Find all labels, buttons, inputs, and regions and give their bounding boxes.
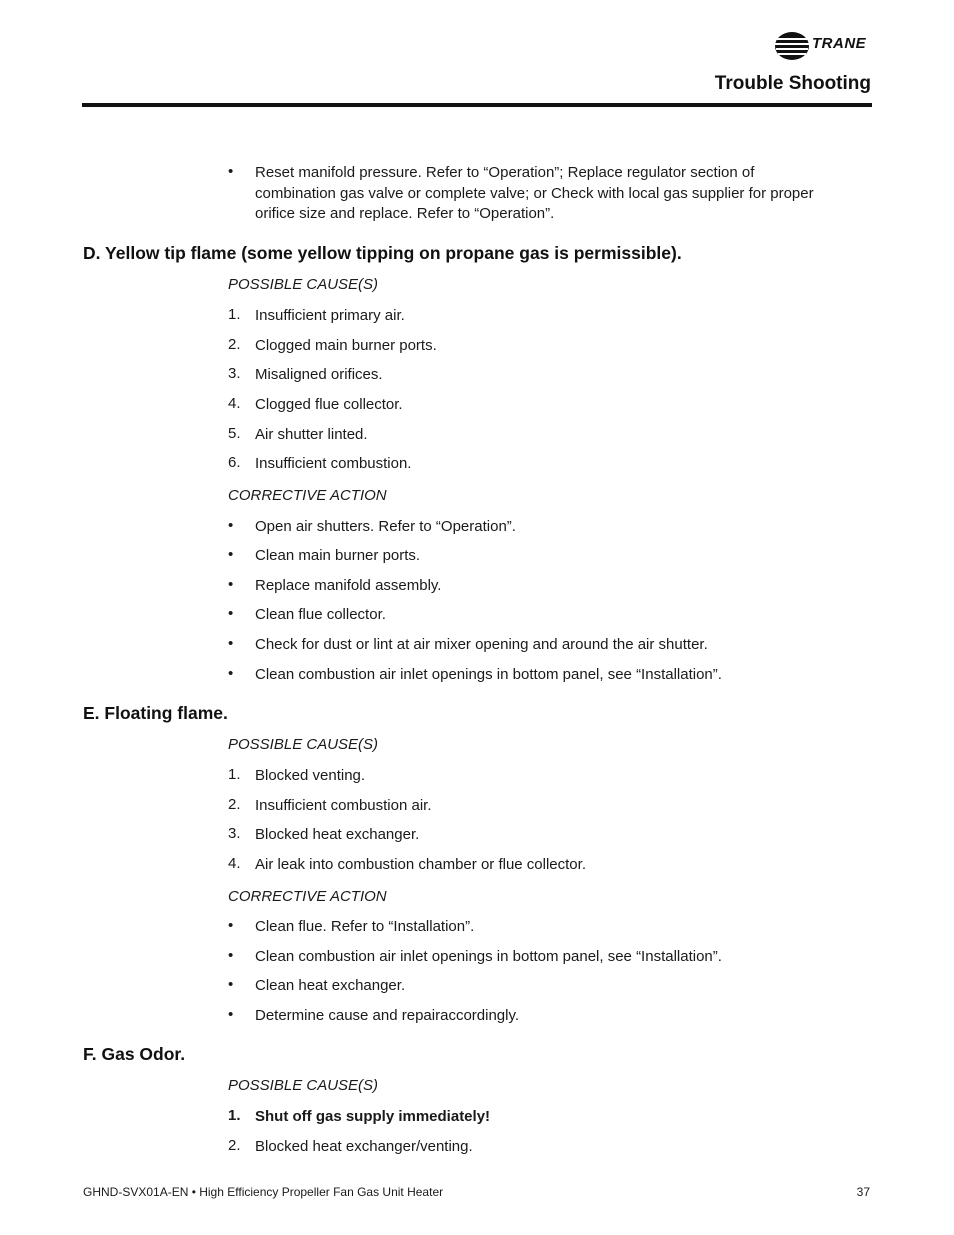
- header-divider: [82, 103, 872, 107]
- list-item: Replace manifold assembly.: [255, 577, 442, 594]
- corrective-action-label: CORRECTIVE ACTION: [228, 888, 387, 905]
- bullet-marker: •: [228, 576, 234, 593]
- list-number: 4.: [228, 395, 241, 412]
- list-item: Clean main burner ports.: [255, 547, 421, 564]
- list-item: Blocked heat exchanger.: [255, 826, 420, 843]
- list-number: 3.: [228, 825, 241, 842]
- list-item: Determine cause and repairaccordingly.: [255, 1007, 520, 1024]
- list-item: Clogged main burner ports.: [255, 337, 437, 354]
- bullet-marker: •: [228, 1006, 234, 1023]
- list-number: 1.: [228, 1107, 241, 1124]
- section-heading-e: E. Floating flame.: [83, 703, 228, 723]
- possible-causes-label: POSSIBLE CAUSE(S): [228, 736, 379, 753]
- bullet-marker: •: [228, 517, 234, 534]
- list-item: Misaligned orifices.: [255, 366, 383, 383]
- corrective-action-label: CORRECTIVE ACTION: [228, 487, 387, 504]
- list-item: Open air shutters. Refer to “Operation”.: [255, 518, 516, 535]
- list-item: Clogged flue collector.: [255, 396, 403, 413]
- brand-name: TRANE: [812, 35, 867, 52]
- list-item: Air shutter linted.: [255, 426, 368, 443]
- intro-bullet-text: Reset manifold pressure. Refer to “Operation”; Replace regulator section of combination gas valve or complete valve; or Check with local gas supplier for proper orifice size and replace. Refer to “Operation”.: [255, 164, 814, 222]
- bullet-marker: •: [228, 163, 234, 180]
- bullet-marker: •: [228, 976, 234, 993]
- list-item: Air leak into combustion chamber or flue collector.: [255, 856, 586, 873]
- bullet-marker: •: [228, 605, 234, 622]
- section-title: Trouble Shooting: [714, 73, 871, 94]
- list-item: Blocked venting.: [255, 767, 366, 784]
- list-item: Clean combustion air inlet openings in bottom panel, see “Installation”.: [255, 666, 722, 683]
- list-number: 1.: [228, 306, 241, 323]
- list-item: Clean flue collector.: [255, 606, 386, 623]
- list-number: 3.: [228, 365, 241, 382]
- footer-doc-title: GHND-SVX01A-EN • High Efficiency Propeller Fan Gas Unit Heater: [83, 1185, 444, 1199]
- list-item-warning: Shut off gas supply immediately!: [255, 1108, 491, 1125]
- bullet-marker: •: [228, 546, 234, 563]
- section-heading-f: F. Gas Odor.: [83, 1044, 186, 1064]
- list-item: Clean flue. Refer to “Installation”.: [255, 918, 475, 935]
- list-number: 4.: [228, 855, 241, 872]
- list-number: 1.: [228, 766, 241, 783]
- possible-causes-label: POSSIBLE CAUSE(S): [228, 1077, 379, 1094]
- list-number: 5.: [228, 425, 241, 442]
- section-heading-d: D. Yellow tip flame (some yellow tipping on propane gas is permissible).: [83, 243, 682, 263]
- bullet-marker: •: [228, 917, 234, 934]
- page-number: 37: [856, 1185, 870, 1199]
- bullet-marker: •: [228, 635, 234, 652]
- list-number: 2.: [228, 336, 241, 353]
- list-number: 6.: [228, 454, 241, 471]
- list-item: Insufficient combustion.: [255, 455, 412, 472]
- possible-causes-label: POSSIBLE CAUSE(S): [228, 276, 379, 293]
- list-number: 2.: [228, 1137, 241, 1154]
- list-item: Blocked heat exchanger/venting.: [255, 1138, 473, 1155]
- bullet-marker: •: [228, 947, 234, 964]
- list-item: Clean heat exchanger.: [255, 977, 406, 994]
- list-item: Clean combustion air inlet openings in bottom panel, see “Installation”.: [255, 948, 722, 965]
- list-item: Insufficient combustion air.: [255, 797, 432, 814]
- list-item: Check for dust or lint at air mixer opening and around the air shutter.: [255, 636, 708, 653]
- list-number: 2.: [228, 796, 241, 813]
- list-item: Insufficient primary air.: [255, 307, 405, 324]
- bullet-marker: •: [228, 665, 234, 682]
